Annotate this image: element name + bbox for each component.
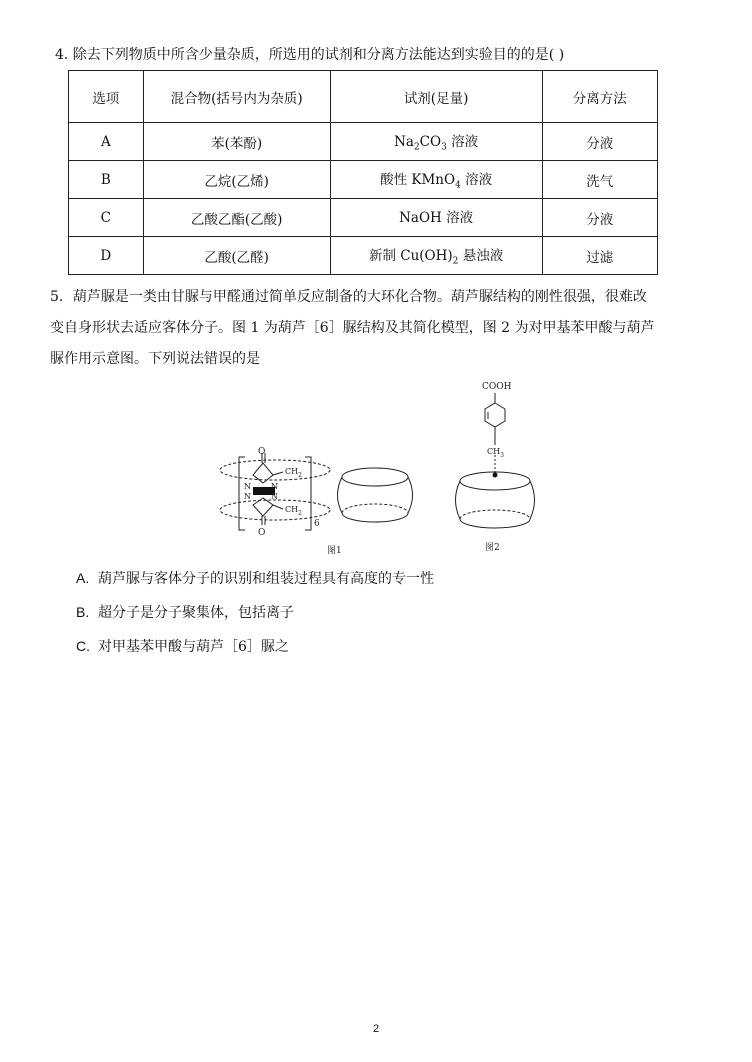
guest-dot bbox=[493, 473, 498, 478]
options-table bbox=[68, 70, 658, 275]
cell-mixture: 乙烷(乙烯) bbox=[143, 161, 330, 199]
cell-reagent: $Na_2CO_3$ 溶液 bbox=[330, 123, 542, 161]
header-method: 分离方法 bbox=[542, 71, 657, 123]
repeat-count: 6 bbox=[314, 519, 320, 529]
cell-method: 分液 bbox=[542, 123, 657, 161]
table-row bbox=[69, 199, 658, 237]
figure-2-structure bbox=[456, 393, 535, 528]
choice-a bbox=[76, 568, 434, 588]
cell-option: D bbox=[69, 237, 144, 275]
header-mixture: 混合物(括号内为杂质) bbox=[143, 71, 330, 123]
cell-method: 分液 bbox=[542, 199, 657, 237]
choice-letter: C. bbox=[76, 638, 90, 654]
ch2-top-label: $CH_2$ bbox=[285, 467, 302, 479]
choice-text: 葫芦脲与客体分子的识别和组装过程具有高度的专一性 bbox=[98, 571, 434, 587]
question-5-stem bbox=[50, 282, 705, 375]
cell-option: C bbox=[69, 199, 144, 237]
choice-text: 超分子是分子聚集体，包括离子 bbox=[98, 605, 294, 621]
table-row bbox=[69, 161, 658, 199]
figure-1-label: 图1 bbox=[327, 546, 342, 556]
figure-1-barrel-model bbox=[338, 468, 413, 522]
table-row bbox=[69, 123, 658, 161]
cell-mixture: 苯(苯酚) bbox=[143, 123, 330, 161]
cell-reagent: NaOH 溶液 bbox=[330, 199, 542, 237]
table-row bbox=[69, 237, 658, 275]
ch2-bottom-label: $CH_2$ bbox=[285, 505, 302, 517]
figure-2-label: 图2 bbox=[485, 543, 500, 553]
page-number: 2 bbox=[372, 1023, 380, 1035]
header-option: 选项 bbox=[69, 71, 144, 123]
cell-method: 过滤 bbox=[542, 237, 657, 275]
choice-text: 对甲基苯甲酸与葫芦［6］脲之 bbox=[98, 639, 289, 655]
oxygen-bottom: O bbox=[258, 528, 266, 538]
oxygen-top: O bbox=[258, 447, 266, 457]
dashed-ring-top bbox=[220, 460, 330, 480]
choice-letter: A. bbox=[76, 570, 90, 586]
cell-reagent: 酸性 KMnO$_4$ 溶液 bbox=[330, 161, 542, 199]
choice-b bbox=[76, 602, 294, 622]
cell-mixture: 乙酸(乙醛) bbox=[143, 237, 330, 275]
ch3-label: $CH_3$ bbox=[487, 447, 504, 459]
nitrogen-3: N bbox=[244, 492, 251, 501]
dashed-ring-bottom bbox=[220, 500, 330, 520]
choice-letter: B. bbox=[76, 604, 90, 620]
nitrogen-4: N bbox=[271, 492, 278, 501]
right-bracket bbox=[305, 457, 311, 530]
header-reagent: 试剂(足量) bbox=[330, 71, 542, 123]
choice-c bbox=[76, 636, 289, 656]
cell-option: A bbox=[69, 123, 144, 161]
stem-line: 脲作用示意图。下列说法错误的是 bbox=[50, 351, 260, 367]
stem-line: 变自身形状去适应客体分子。图 1 为葫芦［6］脲结构及其简化模型，图 2 为对甲基苯甲酸与葫芦 bbox=[50, 320, 655, 336]
stem-line: 5．葫芦脲是一类由甘脲与甲醛通过简单反应制备的大环化合物。葫芦脲结构的刚性很强，很难改 bbox=[50, 289, 647, 305]
cucurbituril-figure bbox=[205, 375, 545, 560]
cooh-label: COOH bbox=[482, 382, 512, 392]
cell-reagent: 新制 $Cu(OH)_2$ 悬浊液 bbox=[330, 237, 542, 275]
question-4-title: 4. 除去下列物质中所含少量杂质，所选用的试剂和分离方法能达到实验目的的是( ) bbox=[55, 47, 565, 63]
cell-method: 洗气 bbox=[542, 161, 657, 199]
nitrogen-2: N bbox=[271, 482, 278, 491]
cell-mixture: 乙酸乙酯(乙酸) bbox=[143, 199, 330, 237]
cell-option: B bbox=[69, 161, 144, 199]
table-header-row bbox=[69, 71, 658, 123]
nitrogen-1: N bbox=[244, 482, 251, 491]
